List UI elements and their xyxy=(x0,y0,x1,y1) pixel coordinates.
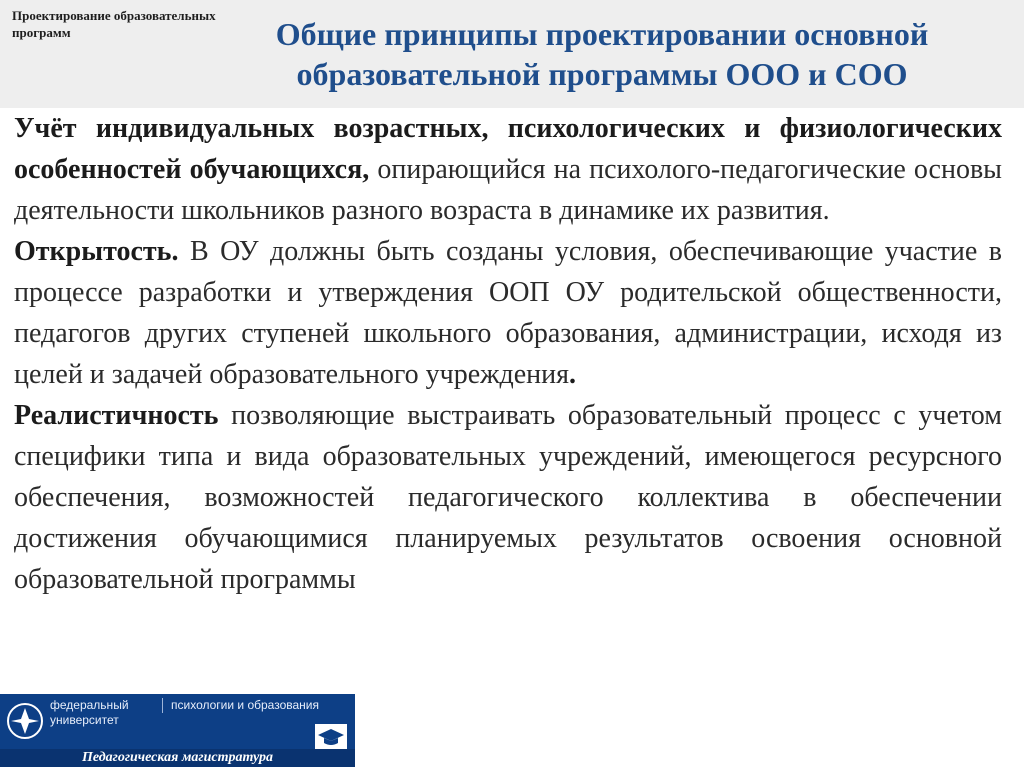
department-name-line1: психологии и образования xyxy=(171,698,319,712)
principle-openness-end: . xyxy=(569,359,576,390)
principle-openness-title: Открытость. xyxy=(14,236,179,267)
graduation-cap-icon xyxy=(315,724,347,750)
slide-title xyxy=(180,14,1024,94)
program-label: Педагогическая магистратура xyxy=(0,749,355,767)
footer-banner xyxy=(0,694,355,767)
slide-body xyxy=(14,108,1002,600)
principle-openness-text: В ОУ должны быть созданы условия, обеспечивающие участие в процессе разработки и утверждения ООП ОУ родительской общественности, педагогов других ступеней школьного образования, администрации, исходя из целей и задачей образовательного учреждения xyxy=(14,236,1002,390)
principle-individual xyxy=(14,108,1002,231)
slide-title-line1: Общие принципы проектировании основной xyxy=(275,16,929,52)
principle-individual-title: Учёт индивидуальных возрастных, психологических и физиологических особенностей обучающихся, xyxy=(14,113,1002,185)
course-label-line2: программ xyxy=(12,24,71,40)
university-name-line2: университет xyxy=(50,713,119,727)
university-logo-icon xyxy=(6,702,44,740)
university-name-line1: федеральный xyxy=(50,698,129,712)
principle-realism-text: позволяющие выстраивать образовательный процесс с учетом специфики типа и вида образовательных учреждений, имеющегося ресурсного обеспечения, возможностей педагогического коллектива в обеспечении достижения обучающимися планируемых результатов освоения основной образовательной программы xyxy=(14,400,1002,595)
principle-openness xyxy=(14,231,1002,395)
slide-title-line2: образовательной программы ООО и СОО xyxy=(296,56,908,92)
department-name xyxy=(162,698,319,713)
principle-realism-title: Реалистичность xyxy=(14,400,219,431)
course-label-line1: Проектирование образовательных xyxy=(12,8,216,23)
university-name xyxy=(50,698,129,728)
principle-realism xyxy=(14,395,1002,600)
principle-individual-text: опирающийся на психолого-педагогические основы деятельности школьников разного возраста в динамике их развития. xyxy=(14,154,1002,226)
